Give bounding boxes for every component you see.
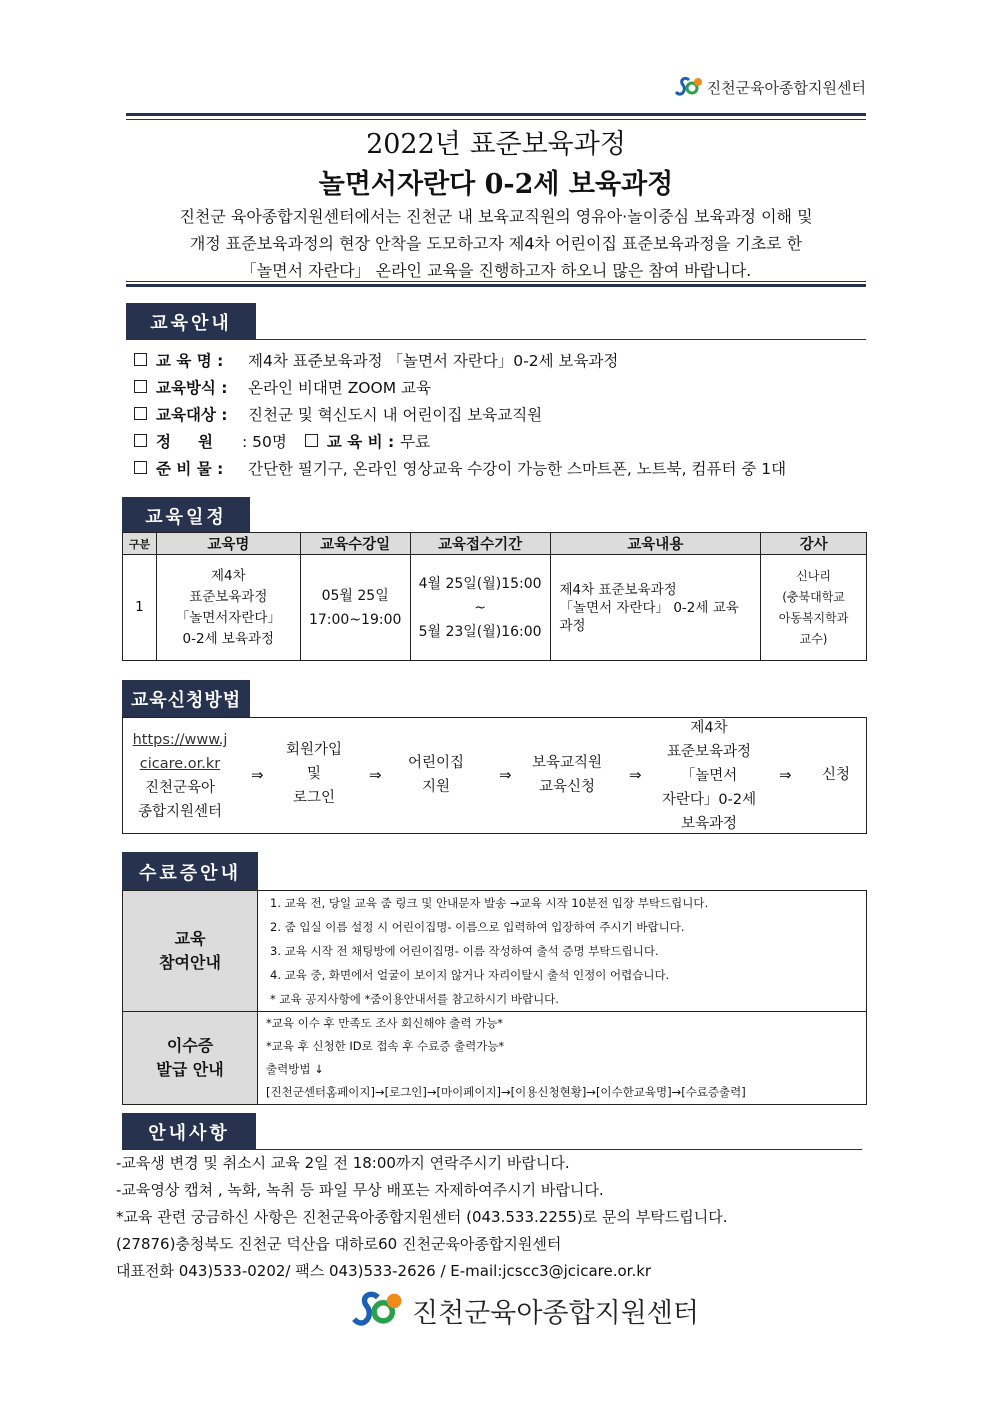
apply-step-text: 표준보육과정 bbox=[666, 744, 752, 760]
cert-row-participation bbox=[123, 891, 867, 1012]
guide-row-capacity bbox=[134, 427, 786, 454]
section-schedule-title: 교육일정 bbox=[122, 497, 250, 534]
intro-text bbox=[126, 203, 866, 284]
cert-label bbox=[123, 1012, 258, 1105]
title-rule-top bbox=[126, 113, 866, 116]
notice-item: 대표전화 043)533-0202/ 팩스 043)533-2626 / E-mail:jcscc3@jcicare.or.kr bbox=[116, 1262, 652, 1280]
guide-label: 교육방식 : bbox=[156, 378, 228, 397]
schedule-no: 1 bbox=[123, 555, 157, 661]
cert-content bbox=[258, 891, 867, 1012]
guide-label: 준 비 물 : bbox=[156, 459, 224, 478]
apply-step-submit: 신청 bbox=[821, 767, 850, 783]
intro-rule-thin bbox=[126, 281, 866, 282]
cell-line: 「놀면서자란다」 bbox=[175, 609, 281, 626]
cell-line: 17:00~19:00 bbox=[308, 611, 402, 628]
logo-text: 진천군육아종합지원센터 bbox=[412, 1297, 699, 1329]
apply-step-text: 및 bbox=[306, 766, 321, 782]
cert-item: 1. 교육 전, 당일 교육 줌 링크 및 안내문자 발송 →교육 시작 10분전 입장 부탁드립니다. bbox=[270, 896, 709, 910]
arrow-icon: ⇒ bbox=[779, 766, 792, 784]
guide-value: 제4차 표준보육과정 「놀면서 자란다」0-2세 보육과정 bbox=[248, 351, 619, 370]
cell-line: 제4차 bbox=[210, 567, 246, 584]
apply-step-text: 교육신청 bbox=[538, 779, 596, 795]
arrow-icon: ⇒ bbox=[369, 766, 382, 784]
guide-value: : 50명 bbox=[242, 432, 287, 451]
footer-logo bbox=[344, 1290, 699, 1330]
cert-item: [진천군센터홈페이지]→[로그인]→[마이페이지]→[이용신청현황]→[이수한교육명]→[수료증출력] bbox=[266, 1085, 746, 1099]
schedule-header: 교육명 bbox=[156, 533, 300, 555]
intro-line: 개정 표준보육과정의 현장 안착을 도모하고자 제4차 어린이집 표준보육과정을 기초로 한 bbox=[189, 234, 803, 253]
schedule-header: 교육접수기간 bbox=[410, 533, 550, 555]
arrow-icon: ⇒ bbox=[629, 766, 642, 784]
notice-list bbox=[116, 1150, 728, 1285]
logo-text: 진천군육아종합지원센터 bbox=[706, 78, 866, 97]
cell-line: ~ bbox=[474, 599, 486, 616]
schedule-header: 강사 bbox=[761, 533, 867, 555]
notice-item: -교육생 변경 및 취소시 교육 2일 전 18:00까지 연락주시기 바랍니다. bbox=[116, 1154, 570, 1172]
notice-item: (27876)충청북도 진천군 덕산읍 대하로60 진천군육아종합지원센터 bbox=[116, 1235, 562, 1253]
cell-line: 5월 23일(월)16:00 bbox=[418, 623, 542, 640]
schedule-teacher bbox=[761, 555, 867, 661]
apply-step-text: 자란다」0-2세 bbox=[661, 792, 757, 808]
section-apply-title: 교육신청방법 bbox=[122, 680, 250, 717]
cell-line: 표준보육과정 bbox=[189, 588, 268, 605]
apply-step-text: 「놀면서 bbox=[680, 768, 738, 784]
notice-item: *교육 관련 궁금하신 사항은 진천군육아종합지원센터 (043.533.2255)로 문의 부탁드립니다. bbox=[116, 1208, 728, 1226]
guide-row-target bbox=[134, 400, 786, 427]
apply-step-daycare bbox=[391, 751, 481, 799]
cert-item: 4. 교육 중, 화면에서 얼굴이 보이지 않거나 자리이탈시 출석 인정이 어렵습니다. bbox=[270, 968, 670, 982]
cert-item: *교육 이수 후 만족도 조사 회신해야 출력 가능* bbox=[266, 1016, 504, 1030]
guide-label: 교육대상 : bbox=[156, 405, 228, 424]
checkbox-icon bbox=[134, 461, 147, 474]
cell-line: 제4차 표준보육과정 bbox=[559, 581, 677, 598]
arrow-icon: ⇒ bbox=[499, 766, 512, 784]
schedule-course-name bbox=[156, 555, 300, 661]
guide-label: 교 육 비 : bbox=[326, 432, 395, 451]
page-title-line2: 놀면서자란다 0-2세 보육과정 bbox=[318, 169, 674, 200]
center-logo-icon bbox=[673, 76, 703, 98]
guide-value: 간단한 필기구, 온라인 영상교육 수강이 가능한 스마트폰, 노트북, 컴퓨터 중 1대 bbox=[248, 459, 787, 478]
section-apply bbox=[122, 680, 867, 716]
cert-label-line: 발급 안내 bbox=[156, 1060, 224, 1079]
section-notice-title: 안내사항 bbox=[122, 1113, 256, 1150]
cert-label-line: 참여안내 bbox=[159, 953, 221, 972]
cert-content bbox=[258, 1012, 867, 1105]
cert-label-line: 이수증 bbox=[166, 1036, 214, 1055]
website-link[interactable]: https://www.j bbox=[132, 732, 228, 748]
intro-line: 「놀면서 자란다」 온라인 교육을 진행하고자 하오니 많은 참여 바랍니다. bbox=[240, 261, 752, 280]
guide-value: 온라인 비대면 ZOOM 교육 bbox=[248, 378, 431, 397]
apply-step-teacher bbox=[519, 751, 615, 799]
apply-step-text: 보육교직원 bbox=[531, 755, 603, 771]
guide-value: 무료 bbox=[400, 432, 431, 451]
website-link[interactable]: cicare.or.kr bbox=[139, 756, 221, 772]
notice-item: -교육영상 캡쳐 , 녹화, 녹취 등 파일 무상 배포는 자제하여주시기 바랍니다. bbox=[116, 1181, 604, 1199]
apply-step-text: 회원가입 bbox=[285, 742, 343, 758]
schedule-date bbox=[300, 555, 410, 661]
schedule-row bbox=[123, 555, 867, 661]
guide-label: 교 육 명 : bbox=[156, 351, 224, 370]
arrow-icon: ⇒ bbox=[251, 766, 264, 784]
cell-line: 05월 25일 bbox=[321, 587, 389, 604]
cell-line: 아동복지학과 bbox=[778, 610, 849, 625]
apply-step-course bbox=[649, 716, 769, 836]
cert-item: 2. 줌 입실 이름 설정 시 어린이집명- 이름으로 입력하여 입장하여 주시기 바랍니다. bbox=[270, 920, 685, 934]
guide-row-prep bbox=[134, 454, 786, 481]
intro-rule-bottom bbox=[126, 284, 866, 287]
checkbox-icon bbox=[305, 434, 318, 447]
cert-item: *교육 후 신청한 ID로 접속 후 수료증 출력가능* bbox=[266, 1039, 505, 1053]
schedule-header: 구분 bbox=[123, 533, 157, 555]
section-cert bbox=[122, 852, 867, 888]
center-logo-icon bbox=[344, 1290, 408, 1330]
checkbox-icon bbox=[134, 434, 147, 447]
apply-step-website[interactable] bbox=[127, 728, 233, 824]
page-title-line1: 2022년 표준보육과정 bbox=[366, 129, 626, 160]
cell-line: 신나리 bbox=[796, 568, 831, 583]
section-schedule bbox=[122, 497, 867, 533]
cert-row-issue bbox=[123, 1012, 867, 1105]
cert-item: * 교육 공지사항에 *줌이용안내서를 참고하시기 바랍니다. bbox=[270, 992, 559, 1006]
apply-flow bbox=[122, 717, 867, 834]
apply-step-join bbox=[269, 738, 359, 810]
schedule-header-row bbox=[123, 533, 867, 555]
apply-step-text: 제4차 bbox=[690, 720, 728, 736]
apply-step-text: 로그인 bbox=[292, 790, 336, 806]
guide-label: 정 원 bbox=[156, 432, 213, 451]
schedule-table bbox=[122, 532, 867, 661]
header-logo bbox=[673, 76, 866, 98]
cert-label bbox=[123, 891, 258, 1012]
schedule-header: 교육내용 bbox=[550, 533, 761, 555]
section-notice bbox=[122, 1113, 862, 1150]
cell-line: 교수) bbox=[799, 631, 828, 646]
intro-line: 진천군 육아종합지원센터에서는 진천군 내 보육교직원의 영유아·놀이중심 보육과정 이해 및 bbox=[179, 207, 813, 226]
guide-value: 진천군 및 혁신도시 내 어린이집 보육교직원 bbox=[248, 405, 543, 424]
checkbox-icon bbox=[134, 353, 147, 366]
schedule-content bbox=[550, 555, 761, 661]
checkbox-icon bbox=[134, 407, 147, 420]
title-rule-top-thin bbox=[126, 119, 866, 120]
guide-row-name bbox=[134, 346, 786, 373]
cell-line: (충북대학교 bbox=[782, 589, 845, 604]
section-guide-title: 교육안내 bbox=[126, 303, 256, 340]
schedule-header: 교육수강일 bbox=[300, 533, 410, 555]
apply-step-text: 진천군육아 bbox=[144, 780, 216, 796]
apply-step-text: 어린이집 bbox=[407, 755, 465, 771]
section-guide bbox=[126, 303, 866, 340]
apply-step-text: 종합지원센터 bbox=[137, 804, 223, 820]
cell-line: 「놀면서 자란다」 0-2세 교육 bbox=[559, 599, 739, 616]
cert-label-line: 교육 bbox=[174, 929, 206, 948]
cert-item: 3. 교육 시작 전 채팅방에 어린이집명- 이름 작성하여 출석 증명 부탁드립니다. bbox=[270, 944, 659, 958]
apply-step-text: 지원 bbox=[421, 779, 450, 795]
checkbox-icon bbox=[134, 380, 147, 393]
cell-line: 0-2세 보육과정 bbox=[182, 630, 275, 647]
cell-line: 4월 25일(월)15:00 bbox=[418, 575, 542, 592]
section-cert-title: 수료증안내 bbox=[122, 852, 258, 891]
cert-table bbox=[122, 890, 867, 1105]
schedule-period bbox=[410, 555, 550, 661]
cell-line: 과정 bbox=[559, 617, 586, 634]
apply-step-text: 보육과정 bbox=[680, 816, 738, 832]
guide-list bbox=[134, 346, 786, 481]
guide-row-method bbox=[134, 373, 786, 400]
cert-item: 출력방법 ↓ bbox=[266, 1062, 324, 1076]
